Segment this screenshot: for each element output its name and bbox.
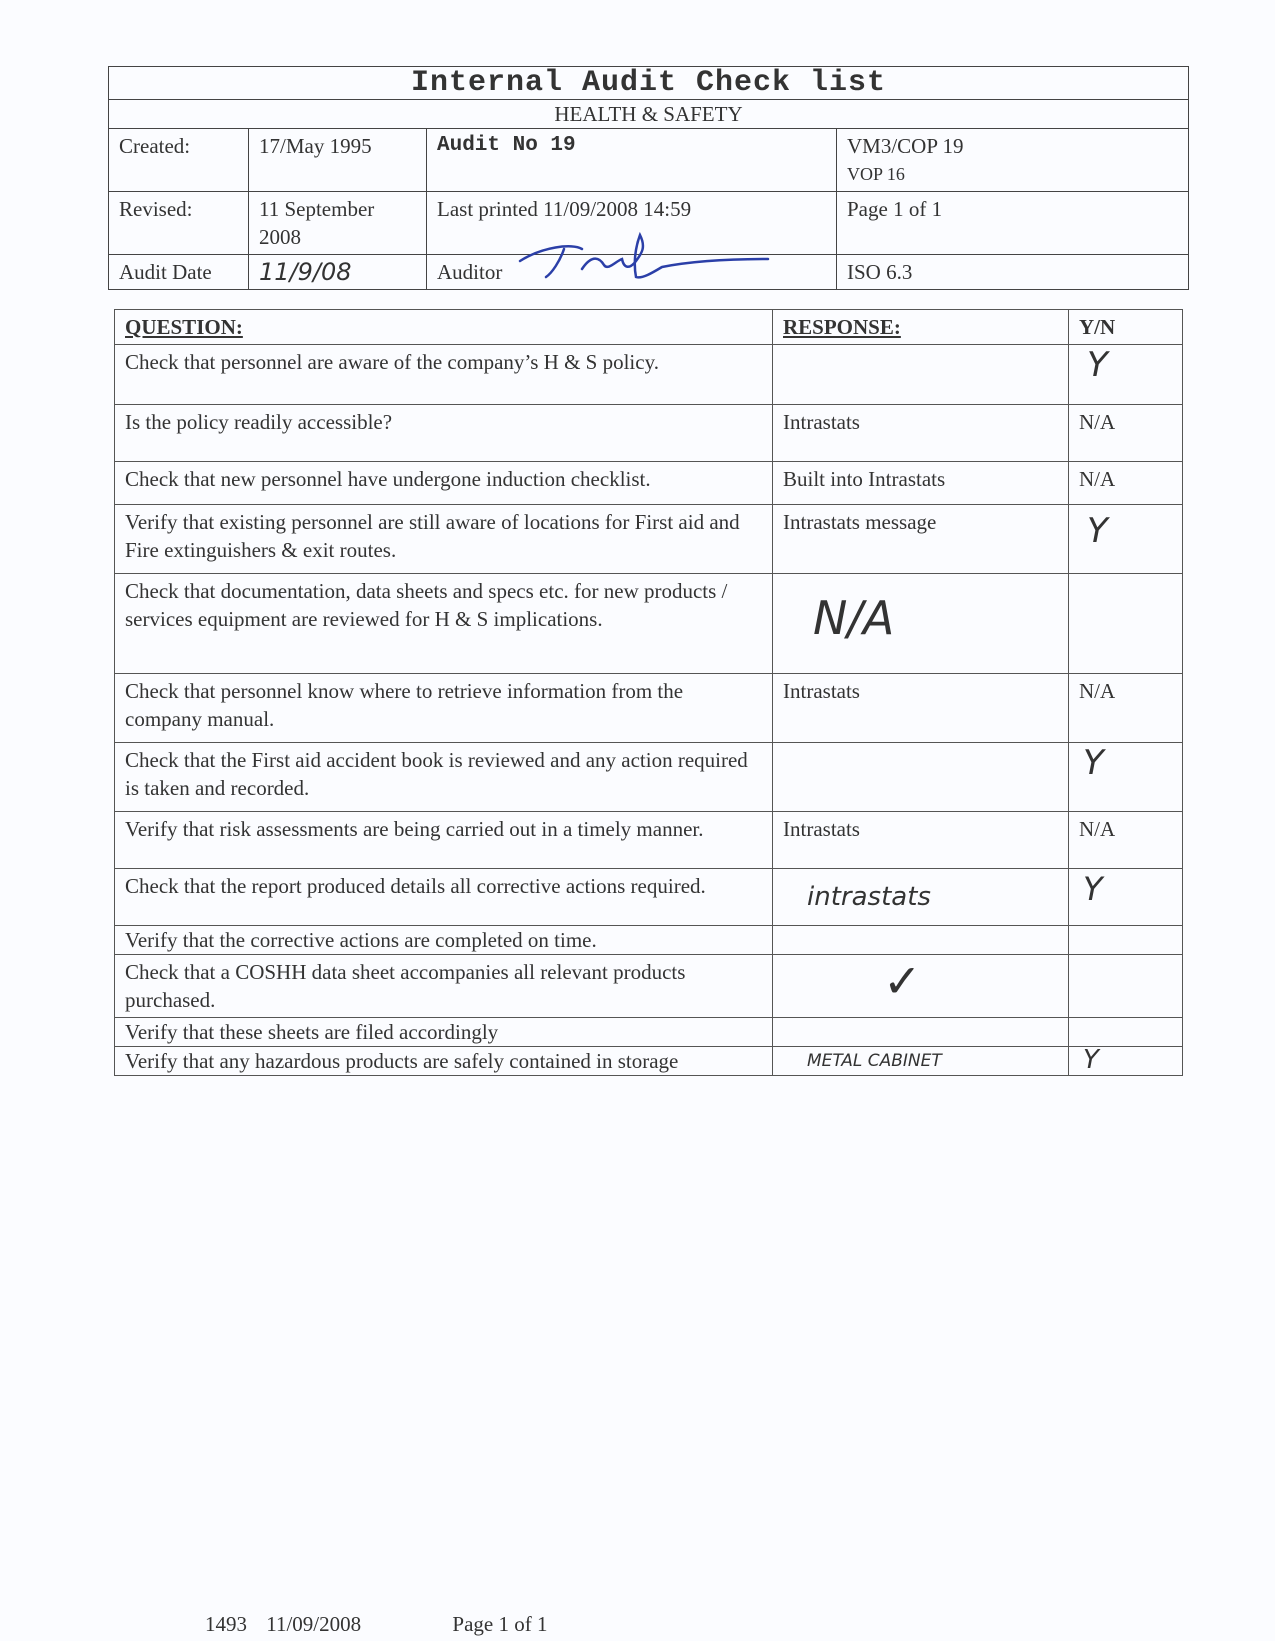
question-table [114,309,1183,1076]
table-row [115,812,1183,869]
revised-value: 11 September 2008 [249,192,427,255]
response-text [773,345,1069,405]
response-text: N/A [773,574,1069,674]
yn-value [1069,1018,1183,1047]
question-text: Check that the report produced details all corrective actions required. [115,869,773,926]
yn-value: N/A [1069,462,1183,505]
table-row [115,462,1183,505]
reference-code: VM3/COP 19 [847,134,964,158]
response-text: ✓ [773,955,1069,1018]
question-text: Verify that the corrective actions are completed on time. [115,926,773,955]
question-text: Verify that risk assessments are being carried out in a timely manner. [115,812,773,869]
response-text: METAL CABINET [773,1047,1069,1076]
audit-number: Audit No 19 [427,129,837,192]
reference-sub: VOP 16 [847,164,905,184]
yn-value: N/A [1069,405,1183,462]
table-row [115,743,1183,812]
response-column-header: RESPONSE: [773,310,1069,345]
document-subtitle: HEALTH & SAFETY [109,100,1189,129]
question-text: Is the policy readily accessible? [115,405,773,462]
table-row [115,505,1183,574]
table-row [115,1018,1183,1047]
footer-date: 11/09/2008 [266,1612,362,1636]
question-text: Check that documentation, data sheets and specs etc. for new products / services equipment are reviewed for H & S implications. [115,574,773,674]
footer-code: 1493 [205,1612,247,1636]
table-row [115,574,1183,674]
audit-date-value: 11/9/08 [249,255,427,290]
audit-date-label: Audit Date [109,255,249,290]
question-text: Verify that these sheets are filed accordingly [115,1018,773,1047]
table-row [115,674,1183,743]
question-column-header: QUESTION: [115,310,773,345]
question-text: Verify that existing personnel are still aware of locations for First aid and Fire extinguishers & exit routes. [115,505,773,574]
question-text: Verify that any hazardous products are safely contained in storage [115,1047,773,1076]
yn-value [1069,955,1183,1018]
yn-value: Y [1069,743,1183,812]
table-row [115,869,1183,926]
response-text [773,926,1069,955]
response-text: Built into Intrastats [773,462,1069,505]
yn-column-header: Y/N [1069,310,1183,345]
response-text [773,1018,1069,1047]
question-text: Check that personnel are aware of the company’s H & S policy. [115,345,773,405]
response-text: Intrastats message [773,505,1069,574]
footer-page: Page 1 of 1 [452,1612,548,1636]
auditor-label: Auditor [437,260,503,284]
created-label: Created: [109,129,249,192]
table-row [115,405,1183,462]
page-footer [205,1612,561,1637]
auditor-signature [512,239,772,281]
yn-value [1069,574,1183,674]
yn-value: Y [1069,1047,1183,1076]
table-row [115,345,1183,405]
response-text [773,743,1069,812]
response-text: Intrastats [773,674,1069,743]
yn-value: Y [1069,505,1183,574]
auditor-cell [427,255,837,290]
yn-value: Y [1069,869,1183,926]
created-value: 17/May 1995 [249,129,427,192]
yn-value: N/A [1069,812,1183,869]
yn-value: N/A [1069,674,1183,743]
response-text: Intrastats [773,405,1069,462]
reference-cell [837,129,1189,192]
document-title: Internal Audit Check list [109,67,1189,100]
yn-value [1069,926,1183,955]
iso-reference: ISO 6.3 [837,255,1189,290]
table-row [115,955,1183,1018]
last-printed: Last printed 11/09/2008 14:59 [427,192,837,255]
response-text: Intrastats [773,812,1069,869]
question-text: Check that new personnel have undergone induction checklist. [115,462,773,505]
yn-value: Y [1069,345,1183,405]
response-text: intrastats [773,869,1069,926]
revised-label: Revised: [109,192,249,255]
header-table [108,66,1189,290]
table-row [115,1047,1183,1076]
question-text: Check that a COSHH data sheet accompanies all relevant products purchased. [115,955,773,1018]
question-text: Check that the First aid accident book is reviewed and any action required is taken and recorded. [115,743,773,812]
table-row [115,926,1183,955]
question-text: Check that personnel know where to retrieve information from the company manual. [115,674,773,743]
page-info: Page 1 of 1 [837,192,1189,255]
